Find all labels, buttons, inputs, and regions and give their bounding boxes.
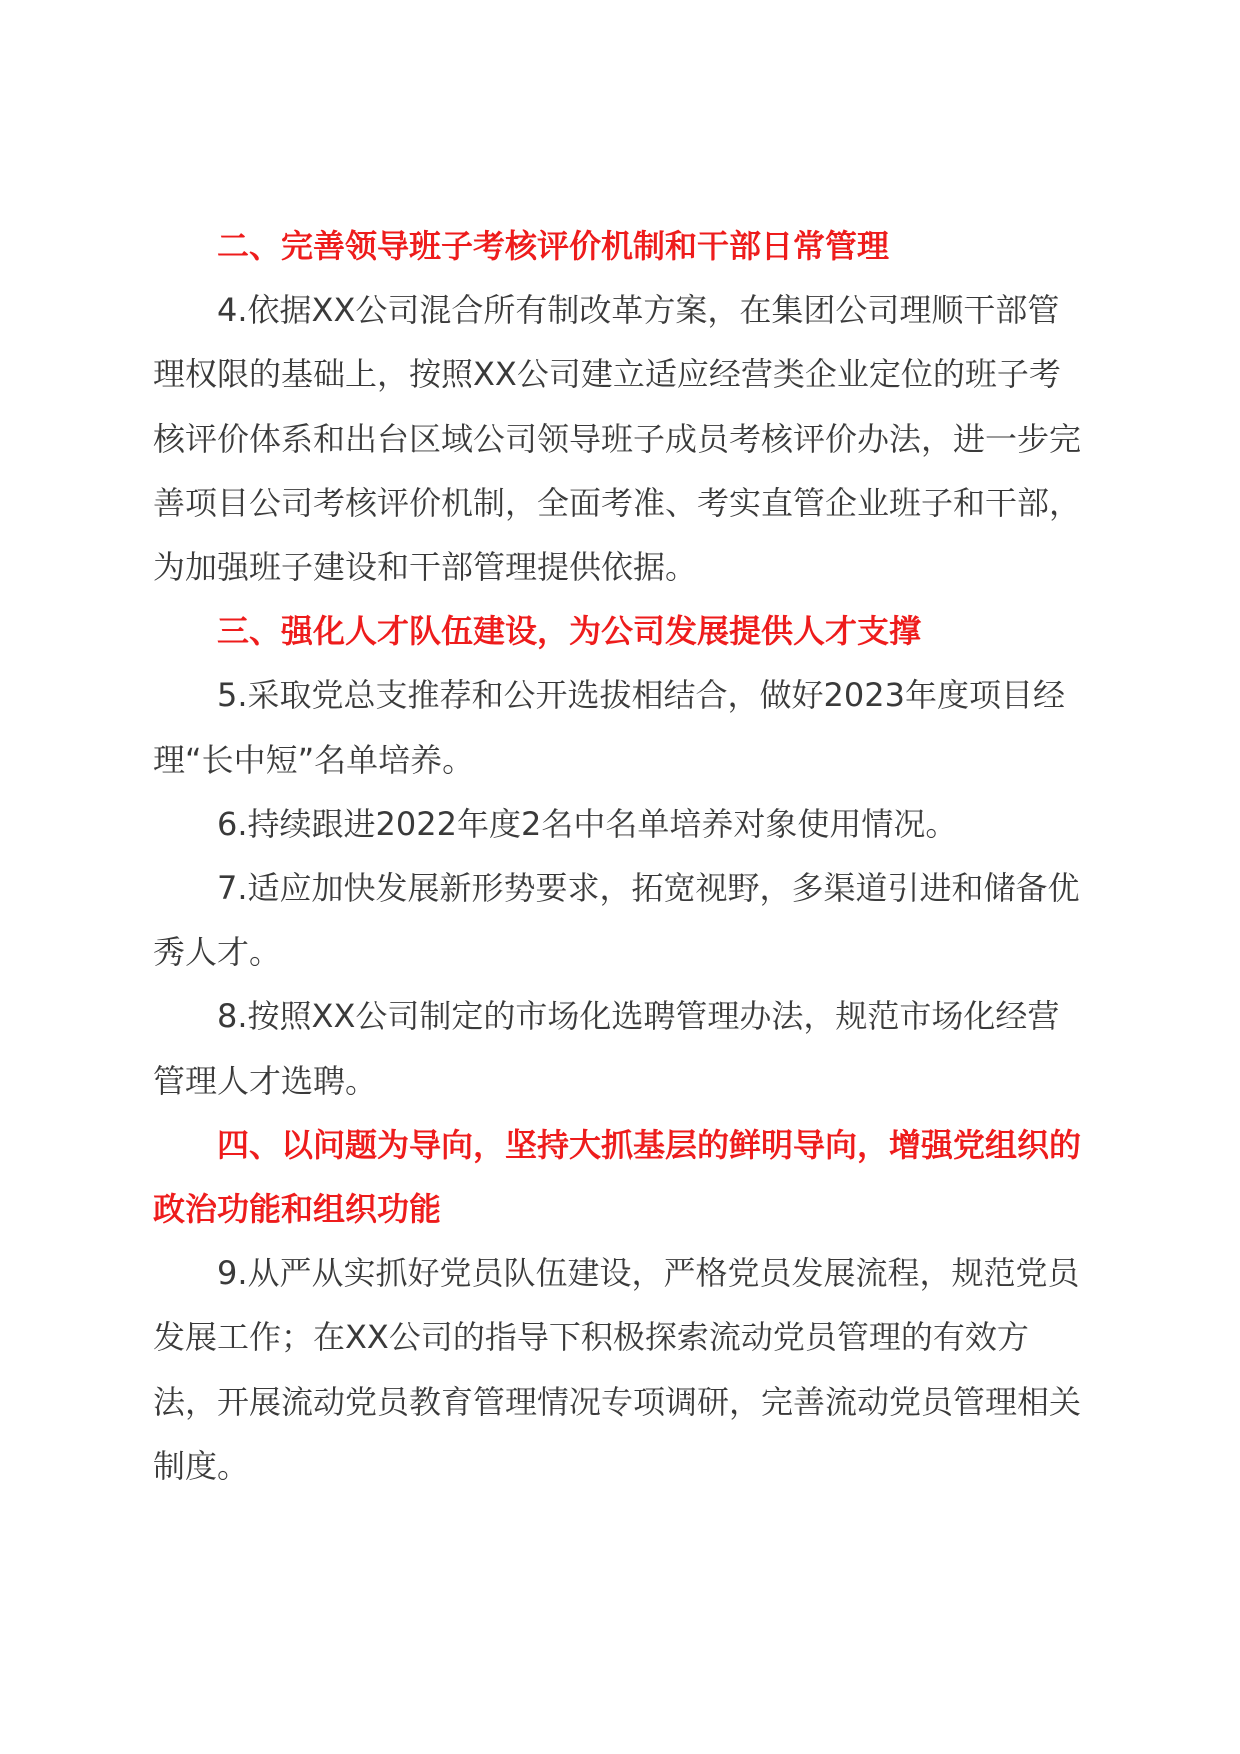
paragraph-item-5: 5.采取党总支推荐和公开选拔相结合，做好2023年度项目经理“长中短”名单培养。 xyxy=(153,676,1065,779)
paragraph-item-4: 4.依据XX公司混合所有制改革方案，在集团公司理顺干部管理权限的基础上，按照XX公司建立适应经营类企业定位的班子考核评价体系和出台区域公司领导班子成员考核评价办法，进一步完善项目公司考核评价机制，全面考准、考实直管企业班子和干部，为加强班子建设和干部管理提供依据。 xyxy=(153,291,1082,587)
section-heading-3: 三、强化人才队伍建设，为公司发展提供人才支撑 xyxy=(217,612,922,651)
paragraph-item-9: 9.从严从实抓好党员队伍建设，严格党员发展流程，规范党员发展工作；在XX公司的指导下积极探索流动党员管理的有效方法，开展流动党员教育管理情况专项调研，完善流动党员管理相关制度。 xyxy=(153,1254,1082,1485)
section-heading-2: 二、完善领导班子考核评价机制和干部日常管理 xyxy=(217,227,890,265)
document-body xyxy=(153,214,1088,1498)
paragraph-item-6: 6.持续跟进2022年度2名中名单培养对象使用情况。 xyxy=(217,804,958,843)
section-heading-4: 四、以问题为导向，坚持大抓基层的鲜明导向，增强党组织的政治功能和组织功能 xyxy=(153,1125,1082,1229)
paragraph-item-8: 8.按照XX公司制定的市场化选聘管理办法，规范市场化经营管理人才选聘。 xyxy=(153,997,1060,1100)
paragraph-item-7: 7.适应加快发展新形势要求，拓宽视野，多渠道引进和储备优秀人才。 xyxy=(153,869,1080,972)
